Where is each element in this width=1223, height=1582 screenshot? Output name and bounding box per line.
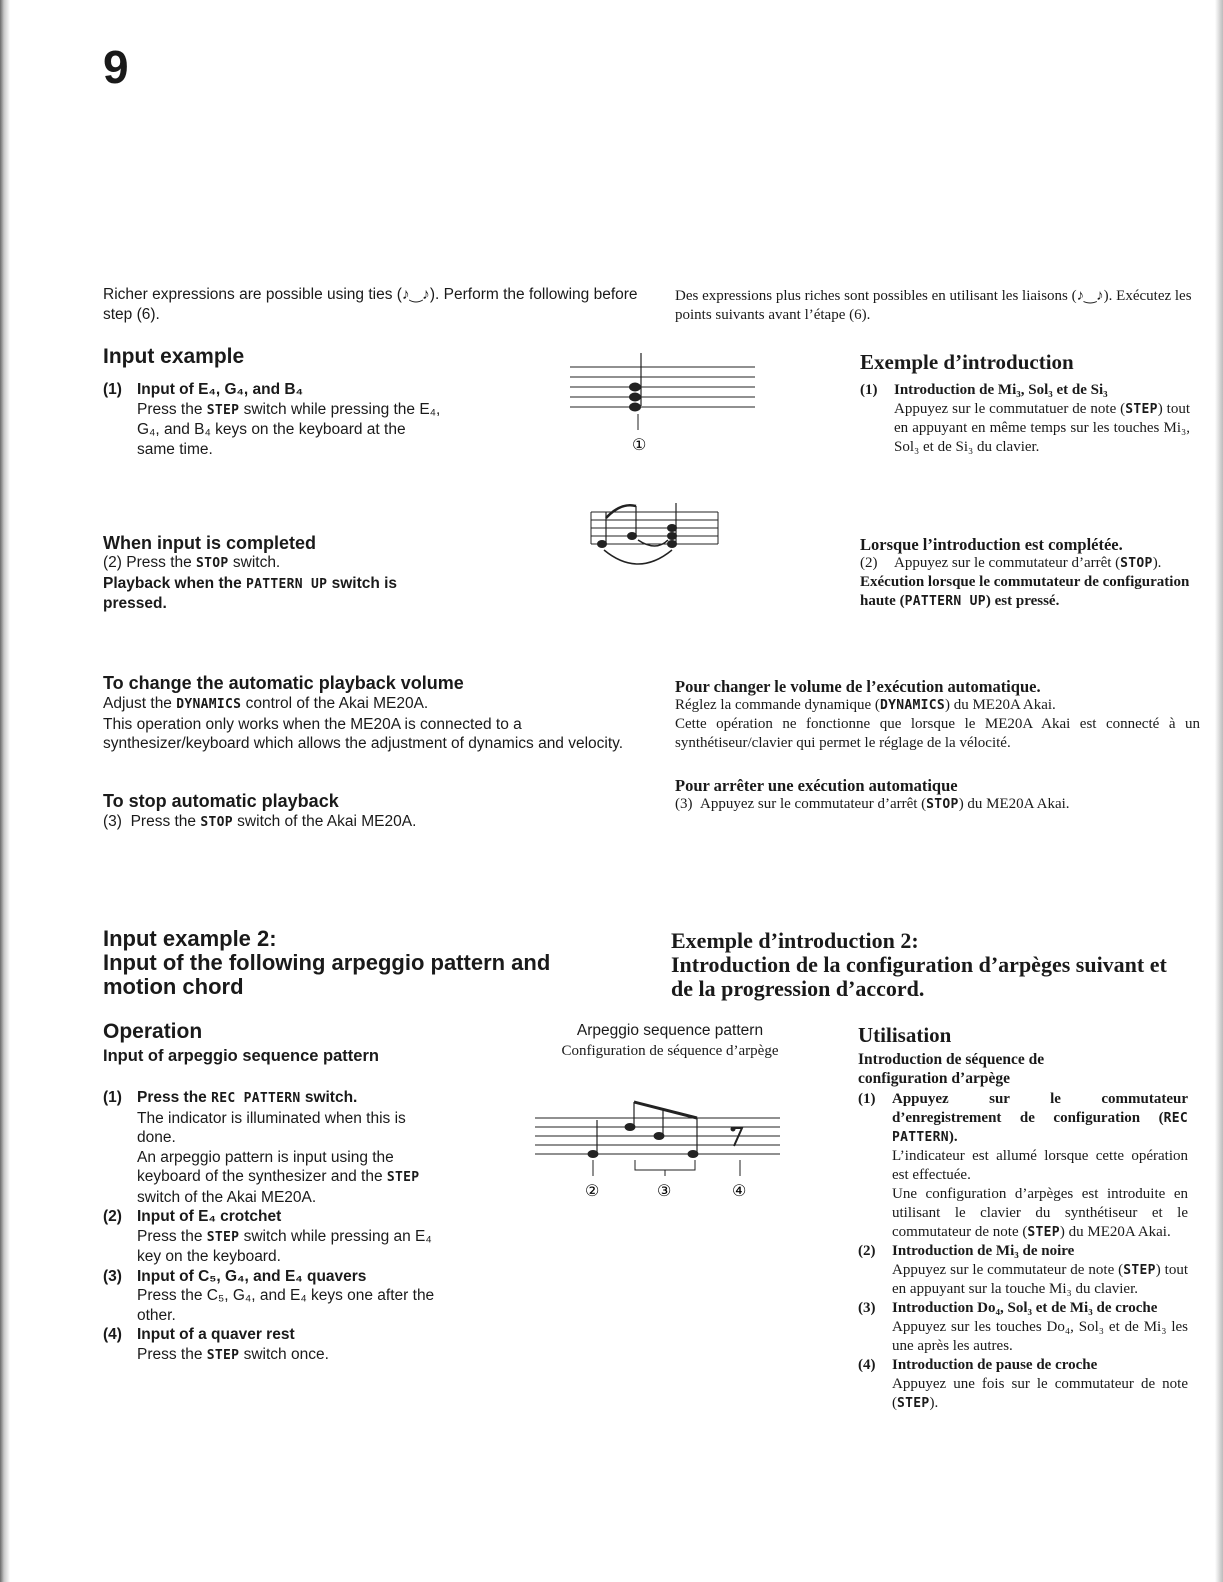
note1 (597, 540, 607, 548)
chord2-note-a (667, 524, 677, 532)
operation-sub-fr: Introduction de séquence de configuration d’arpège (858, 1051, 1045, 1087)
quaver-e4 (688, 1150, 699, 1158)
callout3-bracket (635, 1160, 695, 1170)
operation-title-fr: Utilisation (858, 1023, 952, 1047)
completed-en: When input is completed (2) Press the STOP switch. Playback when the PATTERN UP switch is pressed. (103, 533, 443, 614)
chord-note-b4 (629, 383, 641, 392)
figure3-caption: Arpeggio sequence pattern Configuration de séquence d’arpège (561, 1022, 779, 1059)
example1-step1-en: (1) Input of E₄, G₄, and B₄ Press the STEP switch while pressing the E₄, G₄, and B₄ keys on the keyboard at the same time. (103, 381, 441, 458)
example1-step1-fr: (1) Introduction de Mi₃, Sol₃ et de Si₃ Appuyez sur le commutatuer de note (STEP) tout en appuyant en même temps sur les touches Mi₃, Sol₃ et de Si₃ du clavier. (860, 382, 1190, 455)
quaver-g4 (654, 1132, 665, 1140)
example2-title-fr: Exemple d’introduction 2: Introduction de la configuration d’arpèges suivant et de la progression d’accord. (671, 928, 1167, 1001)
chord2-note-c (667, 540, 677, 548)
quaver-c5 (625, 1123, 636, 1131)
tie-upper (638, 540, 668, 546)
staff-lines (591, 512, 718, 544)
stop-en: To stop automatic playback (3) Press the STOP switch of the Akai ME20A. (103, 791, 628, 833)
example2-title-en: Input example 2: Input of the following arpeggio pattern and motion chord (103, 926, 551, 999)
stop-title-fr: Pour arrêter une exécution automatique (675, 776, 958, 795)
operation-steps-fr: (1) Appuyez sur le commutateur d’enregistrement de configuration (REC PATTERN). L’indicateur est allumé lorsque cette opération est effectuée. Une configuration d’arpèges est introduite en utilisant le clavier du synthétiseur et le commutateur de note (STEP) du ME20A Akai. (2) Introduction de Mi₃ de noire Appuyez sur le commutateur de note (STEP) tout en appuyant sur la touche Mi₃ du clavier. (3) Introduction Do₄, Sol₃ et de Mi₃ de croche Appuyez sur les touches Do₄, Sol₃ et de Mi₃ les une après les autres. (4) Introduction de pause de croche Appuyez une fois sur le commutateur de note (STEP). (858, 1091, 1188, 1411)
completed-title-en: When input is completed (103, 533, 317, 553)
stop-title-en: To stop automatic playback (103, 791, 339, 811)
operation-steps-en: (1) Press the REC PATTERN switch. The indicator is illuminated when this is done. An arpeggio pattern is input using the keyboard of the synthesizer and the STEP switch of the Akai ME20A. (2) Input of E₄ crotchet Press the STEP switch while pressing an E₄ key on the keyboard. (3) Input of C₅, G₄, and E₄ quavers Press the C₅, G₄, and E₄ keys one after the other. (4) Input of a quaver rest Press the STEP switch once. (103, 1089, 435, 1363)
stop-fr: Pour arrêter une exécution automatique (3) Appuyez sur le commutateur d’arrêt (STOP) du ME20A Akai. (675, 776, 1200, 814)
note2 (627, 532, 637, 540)
figure-arpeggio-staff (535, 1092, 795, 1207)
quaver-beam (634, 1102, 697, 1118)
figure-tie-staff (588, 498, 723, 573)
callout-2: ② (585, 1183, 600, 1200)
chord2-note-b (667, 532, 677, 540)
example1-title-en: Input example (103, 345, 245, 368)
volume-fr: Pour changer le volume de l’exécution automatique. Réglez la commande dynamique (DYNAMICS) du ME20A Akai. Cette opération ne fonctionne que lorsque le ME20A Akai est connecté à un synthétiseur/clavier qui permet le réglage de la vélocité. (675, 677, 1200, 751)
volume-title-en: To change the automatic playback volume (103, 673, 464, 693)
page-number: 9 (103, 41, 128, 93)
tie-lower (604, 550, 672, 564)
callout-3: ③ (657, 1183, 672, 1200)
chord-note-g4 (629, 393, 641, 402)
scan-left-edge (0, 0, 10, 1582)
example1-title-fr: Exemple d’introduction (860, 350, 1074, 374)
staff-lines (570, 367, 755, 407)
completed-fr: Lorsque l’introduction est complétée. (2) Appuyez sur le commutateur d’arrêt (STOP). Exécution lorsque le commutateur de configuration haute (PATTERN UP) est pressé. (860, 535, 1195, 611)
crotchet-e4 (588, 1150, 599, 1158)
volume-en: To change the automatic playback volume Adjust the DYNAMICS control of the Akai ME20A. This operation only works when the ME20A is connected to a synthesizer/keyboard which allows the adjustment of dynamics and velocity. (103, 673, 628, 754)
operation-title-en: Operation (103, 1020, 203, 1043)
figure-chord-staff (565, 348, 760, 458)
callout-4: ④ (732, 1183, 747, 1200)
operation-sub-en: Input of arpeggio sequence pattern (103, 1047, 379, 1065)
intro-en: Richer expressions are possible using ties (♪‿♪). Perform the following before step (6). (103, 286, 638, 323)
callout-1: ① (632, 437, 647, 454)
scan-right-edge (1215, 0, 1223, 1582)
volume-title-fr: Pour changer le volume de l’exécution automatique. (675, 677, 1041, 696)
intro-fr: Des expressions plus riches sont possibles en utilisant les liaisons (♪‿♪). Exécutez les points suivants avant l’étape (6). (675, 288, 1192, 323)
quaver-rest-dot (731, 1127, 736, 1132)
completed-title-fr: Lorsque l’introduction est complétée. (860, 535, 1123, 554)
chord-note-e4 (629, 403, 641, 412)
